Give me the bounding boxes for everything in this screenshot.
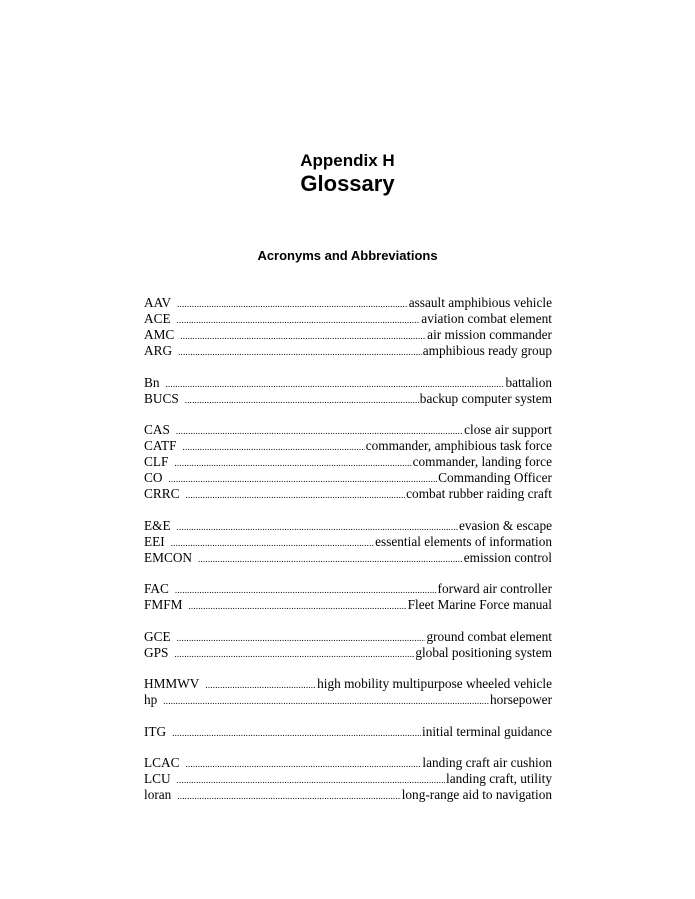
dot-leader: [163, 693, 489, 709]
dot-leader: [188, 598, 406, 614]
dot-leader: [178, 344, 422, 360]
acronym-term: HMMWV: [144, 676, 200, 691]
acronym-definition: essential elements of information: [375, 533, 552, 549]
glossary-group: [144, 629, 552, 661]
glossary-group: [144, 755, 552, 803]
glossary-entry: [144, 375, 552, 391]
acronym-definition: ground combat element: [426, 628, 552, 644]
acronym-definition: battalion: [505, 374, 552, 390]
appendix-label: Appendix H: [300, 151, 395, 170]
dot-leader: [185, 487, 405, 503]
acronym-definition: landing craft, utility: [446, 771, 552, 786]
glossary-entry: [144, 343, 552, 359]
glossary-entry: [144, 486, 552, 502]
page-header: [0, 151, 695, 197]
acronym-definition: close air support: [464, 422, 552, 437]
dot-leader: [180, 328, 426, 344]
acronym-definition: evasion & escape: [458, 517, 552, 533]
glossary-entry: [144, 518, 552, 534]
glossary-entry: [144, 629, 552, 645]
acronym-term: BUCS: [144, 390, 179, 406]
glossary-entry: [144, 645, 552, 661]
dot-leader: [176, 423, 463, 439]
dot-leader: [205, 677, 316, 693]
glossary-entry: [144, 597, 552, 613]
page-title: Glossary: [300, 171, 395, 196]
acronym-term: loran: [144, 787, 172, 802]
glossary-group: [144, 724, 552, 740]
acronym-term: Bn: [144, 374, 160, 390]
acronym-term: CO: [144, 470, 163, 485]
acronym-definition: landing craft air cushion: [422, 755, 552, 770]
glossary-group: [144, 422, 552, 502]
acronym-term: CAS: [144, 422, 170, 437]
acronym-definition: initial terminal guidance: [422, 723, 552, 739]
dot-leader: [172, 725, 421, 741]
acronym-term: LCAC: [144, 755, 180, 770]
glossary-entry: [144, 470, 552, 486]
dot-leader: [177, 772, 445, 788]
glossary-entry: [144, 422, 552, 438]
dot-leader: [185, 756, 421, 772]
glossary-entry: [144, 454, 552, 470]
dot-leader: [175, 582, 437, 598]
acronym-term: LCU: [144, 771, 171, 786]
acronym-term: GPS: [144, 644, 169, 660]
acronym-term: hp: [144, 692, 158, 707]
glossary-group: [144, 295, 552, 359]
glossary-entry: [144, 438, 552, 454]
glossary-entry: [144, 327, 552, 343]
acronym-term: GCE: [144, 628, 171, 644]
acronym-term: CRRC: [144, 486, 180, 501]
glossary-entry: [144, 771, 552, 787]
dot-leader: [177, 296, 408, 312]
acronym-definition: commander, amphibious task force: [365, 438, 552, 453]
acronym-term: ITG: [144, 723, 167, 739]
glossary-list: [144, 295, 552, 819]
acronym-definition: long-range aid to navigation: [401, 787, 552, 802]
glossary-entry: [144, 755, 552, 771]
acronym-definition: backup computer system: [419, 390, 552, 406]
dot-leader: [185, 392, 419, 408]
acronym-definition: amphibious ready group: [422, 343, 552, 358]
glossary-group: [144, 518, 552, 566]
dot-leader: [177, 788, 400, 804]
acronym-term: E&E: [144, 517, 171, 533]
glossary-entry: [144, 581, 552, 597]
acronym-definition: Fleet Marine Force manual: [407, 597, 552, 612]
dot-leader: [177, 312, 421, 328]
acronym-term: AMC: [144, 327, 175, 342]
acronym-definition: combat rubber raiding craft: [406, 486, 552, 501]
acronym-definition: forward air controller: [437, 581, 552, 596]
glossary-entry: [144, 311, 552, 327]
section-title: Acronyms and Abbreviations: [257, 248, 438, 263]
acronym-term: EEI: [144, 533, 165, 549]
acronym-definition: air mission commander: [427, 327, 552, 342]
glossary-entry: [144, 692, 552, 708]
acronym-term: EMCON: [144, 549, 193, 565]
glossary-entry: [144, 550, 552, 566]
glossary-entry: [144, 676, 552, 692]
dot-leader: [198, 551, 463, 567]
acronym-term: CATF: [144, 438, 177, 453]
acronym-term: ACE: [144, 311, 171, 326]
glossary-entry: [144, 295, 552, 311]
acronym-definition: aviation combat element: [421, 311, 552, 326]
dot-leader: [171, 535, 374, 551]
acronym-definition: emission control: [463, 549, 552, 565]
dot-leader: [183, 439, 365, 455]
dot-leader: [168, 471, 437, 487]
glossary-entry: [144, 534, 552, 550]
glossary-entry: [144, 391, 552, 407]
acronym-term: CLF: [144, 454, 169, 469]
glossary-entry: [144, 724, 552, 740]
acronym-definition: horsepower: [489, 692, 552, 707]
acronym-definition: high mobility multipurpose wheeled vehicle: [317, 676, 552, 691]
acronym-term: FMFM: [144, 597, 183, 612]
dot-leader: [166, 376, 505, 392]
acronym-definition: assault amphibious vehicle: [408, 295, 552, 310]
acronym-term: AAV: [144, 295, 172, 310]
glossary-group: [144, 676, 552, 708]
dot-leader: [177, 519, 458, 535]
glossary-group: [144, 375, 552, 407]
dot-leader: [177, 630, 426, 646]
acronym-term: FAC: [144, 581, 169, 596]
dot-leader: [174, 455, 411, 471]
acronym-definition: global positioning system: [415, 644, 552, 660]
dot-leader: [174, 646, 414, 662]
acronym-definition: Commanding Officer: [438, 470, 552, 485]
glossary-entry: [144, 787, 552, 803]
acronym-term: ARG: [144, 343, 173, 358]
glossary-group: [144, 581, 552, 613]
acronym-definition: commander, landing force: [412, 454, 552, 469]
